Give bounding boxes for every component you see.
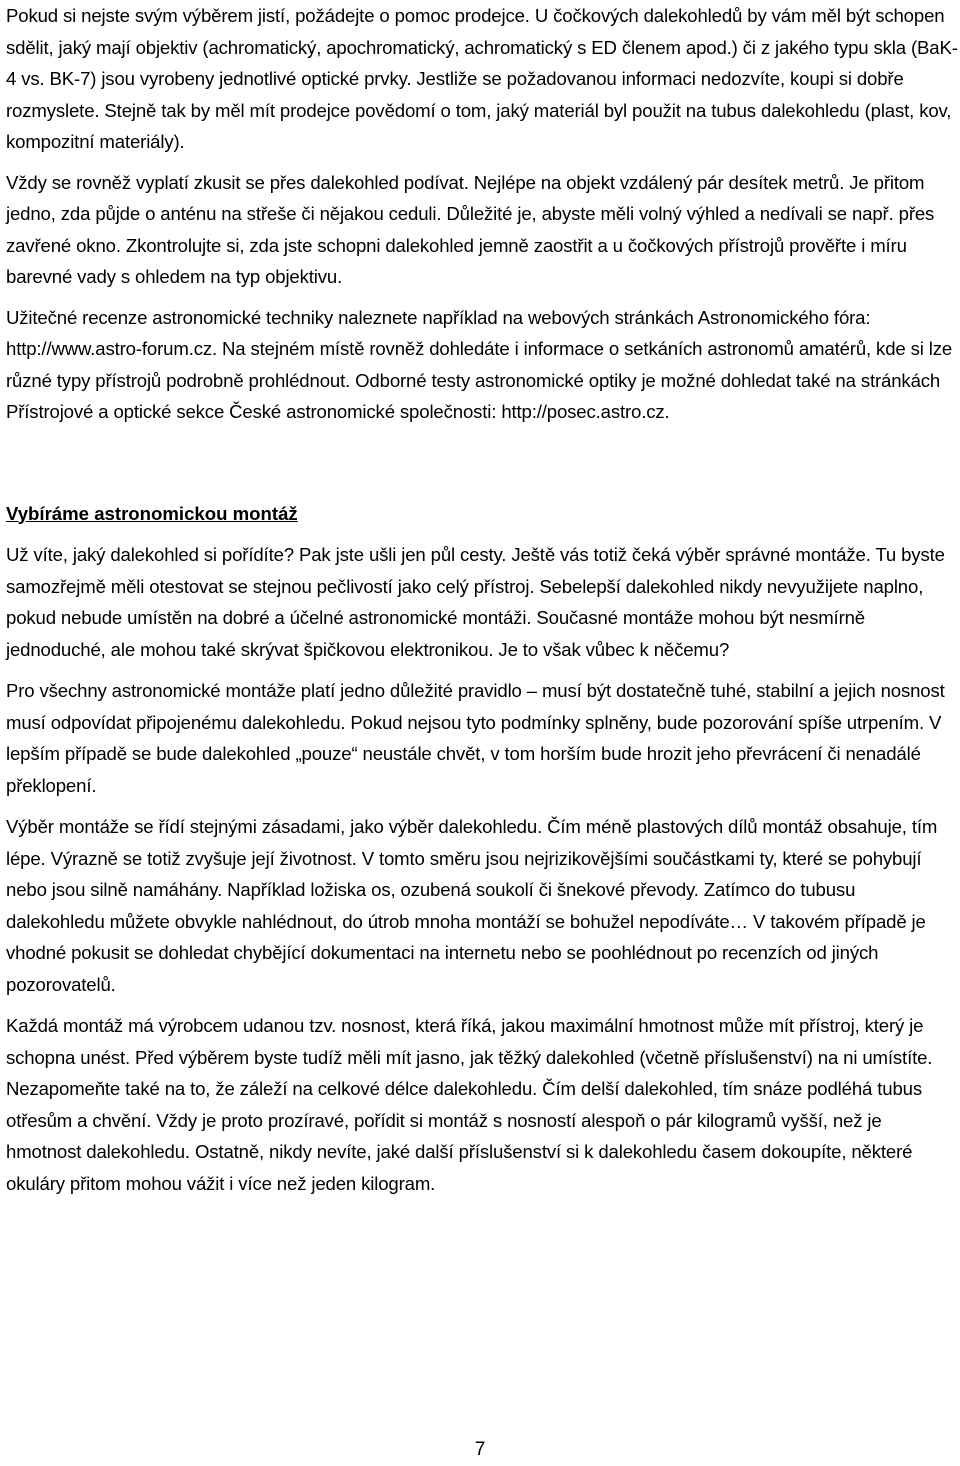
paragraph-gap bbox=[6, 529, 958, 539]
paragraph-look-through: Vždy se rovněž vyplatí zkusit se přes dalekohled podívat. Nejlépe na objekt vzdálený pár desítek metrů. Je přitom jedno, zda půjde o anténu na střeše či nějakou ceduli. Důležité je, abyste měli volný výhled a nedívali se např. přes zavřené okno. Zkontrolujte si, zda jste schopni dalekohled jemně zaostřit a u čočkových přístrojů prověřte i míru barevné vady s ohledem na typ objektivu. bbox=[6, 171, 935, 287]
paragraph-reviews: Užitečné recenze astronomické techniky naleznete například na webových stránkách Astronomického fóra: http://www.astro-forum.cz. Na stejném místě rovněž dohledáte i informace o setkáních astronomů amatérů, kde si lze různé typy přístrojů podrobně prohlédnout. Odborné testy astronomické optiky je možné dohledat také na stránkách Přístrojové a optické sekce České astronomické společnosti: http://posec.astro.cz. bbox=[6, 306, 953, 422]
page-number: 7 bbox=[474, 1439, 486, 1460]
paragraph-mount-intro: Už víte, jaký dalekohled si pořídíte? Pak jste ušli jen půl cesty. Ještě vás totiž čeká výběr správné montáže. Tu byste samozřejmě měli otestovat se stejnou pečlivostí jako celý přístroj. Sebelepší dalekohled nikdy nevyužijete naplno, pokud nebude umístěn na dobré a účelné astronomické montáži. Současné montáže mohou být nesmírně jednoduché, ale mohou také skrývat špičkovou elektronikou. Je to však vůbec k něčemu? bbox=[6, 544, 945, 660]
paragraph-mount-rule: Pro všechny astronomické montáže platí jedno důležité pravidlo – musí být dostatečně tuhé, stabilní a jejich nosnost musí odpovídat připojenému dalekohledu. Pokud nejsou tyto podmínky splněny, bude pozorování spíše utrpením. V lepším případě se bude dalekohled „pouze“ neustále chvět, v tom horším bude hrozit jeho převrácení či nenadálé překlopení. bbox=[6, 680, 945, 796]
paragraph-gap bbox=[6, 293, 958, 302]
section-heading: Vybíráme astronomickou montáž bbox=[6, 502, 298, 524]
document-page bbox=[6, 0, 958, 1199]
paragraph-gap bbox=[6, 1000, 958, 1010]
paragraph-gap bbox=[6, 158, 958, 167]
section-gap bbox=[6, 428, 958, 498]
paragraph-seller-help: Pokud si nejste svým výběrem jistí, požádejte o pomoc prodejce. U čočkových dalekohledů by vám měl být schopen sdělit, jaký mají objektiv (achromatický, apochromatický, achromatický s ED členem apod.) či z jakého typu skla (BaK-4 vs. BK-7) jsou vyrobeny jednotlivé optické prvky. Jestliže se požadovanou informaci nedozvíte, koupi si dobře rozmyslete. Stejně tak by měl mít prodejce povědomí o tom, jaký materiál byl použit na tubus dalekohledu (plast, kov, kompozitní materiály). bbox=[6, 5, 958, 152]
paragraph-gap bbox=[6, 801, 958, 811]
paragraph-gap bbox=[6, 665, 958, 675]
paragraph-mount-selection: Výběr montáže se řídí stejnými zásadami, jako výběr dalekohledu. Čím méně plastových dílů montáž obsahuje, tím lépe. Výrazně se totiž zvyšuje její životnost. V tomto směru jsou nejrizikovějšími součástkami ty, které se pohybují nebo jsou silně namáhány. Například ložiska os, ozubená soukolí či šnekové převody. Zatímco do tubusu dalekohledu můžete obvykle nahlédnout, do útrob mnoha montáží se bohužel nepodíváte… V takovém případě je vhodné pokusit se dohledat chybějící dokumentaci na internetu nebo se poohlédnout po recenzích od jiných pozorovatelů. bbox=[6, 816, 938, 995]
paragraph-mount-capacity: Každá montáž má výrobcem udanou tzv. nosnost, která říká, jakou maximální hmotnost může mít přístroj, který je schopna unést. Před výběrem byste tudíž měli mít jasno, jak těžký dalekohled (včetně příslušenství) na ni umístíte. Nezapomeňte také na to, že záleží na celkové délce dalekohledu. Čím delší dalekohled, tím snáze podléhá tubus otřesům a chvění. Vždy je proto prozíravé, pořídit si montáž s nosností alespoň o pár kilogramů vyšší, než je hmotnost dalekohledu. Ostatně, nikdy nevíte, jaké další příslušenství si k dalekohledu časem dokoupíte, některé okuláry přitom mohou vážit i více než jeden kilogram. bbox=[6, 1015, 933, 1194]
